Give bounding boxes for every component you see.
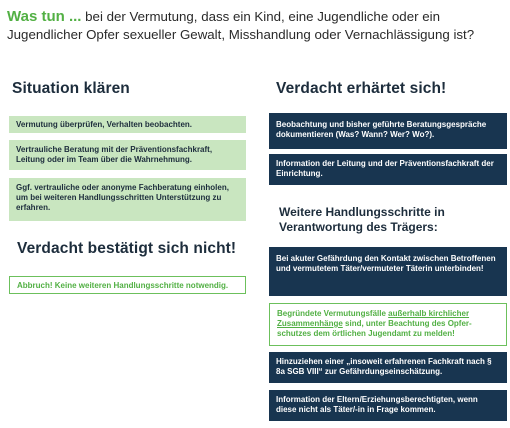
- intro-question: bei der Vermutung, dass ein Kind, eine Jugendliche oder ein Jugendlicher Opfer sexueller Gewalt, Misshandlung oder Vernachlässigung ist?: [7, 9, 475, 42]
- document-box: Beobachtung und bisher geführte Beratungsgespräche dokumentieren (Was? Wann? Wer? Wo?).: [269, 113, 507, 149]
- report-text-after: sind, unter Beachtung des Opfer-schutzes dem örtlichen Jugendamt zu melden!: [277, 319, 472, 338]
- report-text-emphasis: außerhalb kirchlicher Zusammenhänge: [277, 309, 470, 328]
- acute-danger-box: Bei akuter Gefährdung den Kontakt zwischen Betroffenen und vermutetem Täter/vermuteter Täterin unterbinden!: [269, 247, 507, 296]
- expert-consult-box: Hinzuziehen einer „insoweit erfahrenen Fachkraft nach § 8a SGB VIII“ zur Gefährdungseinschätzung.: [269, 352, 507, 383]
- confidential-consult-box: Vertrauliche Beratung mit der Präventionsfachkraft, Leitung oder im Team über die Wahrnehmung.: [9, 140, 246, 170]
- report-text-before: Begründete Vermutungsfälle: [277, 309, 389, 318]
- situation-klaeren-title: Situation klären: [12, 80, 130, 97]
- observe-box: Vermutung überprüfen, Verhalten beobachten.: [9, 116, 246, 133]
- inform-leadership-box: Information der Leitung und der Präventionsfachkraft der Einrichtung.: [269, 154, 507, 185]
- report-youth-office-box: [269, 303, 507, 346]
- external-consult-box: Ggf. vertrauliche oder anonyme Fachberatung einholen, um bei weiteren Handlungsschritten Unterstützung zu erfahren.: [9, 178, 246, 221]
- inform-parents-box: Information der Eltern/Erziehungsberechtigten, wenn diese nicht als Täter/-in in Frage kommen.: [269, 390, 507, 421]
- intro-heading: [7, 8, 507, 44]
- not-confirmed-title: Verdacht bestätigt sich nicht!: [17, 240, 237, 257]
- verdacht-erhaertet-title: Verdacht erhärtet sich!: [276, 80, 447, 97]
- abort-box: Abbruch! Keine weiteren Handlungsschritte notwendig.: [9, 276, 246, 294]
- intro-lead: Was tun ...: [7, 8, 82, 25]
- further-steps-title: Weitere Handlungsschritte in Verantwortung des Trägers:: [279, 205, 445, 234]
